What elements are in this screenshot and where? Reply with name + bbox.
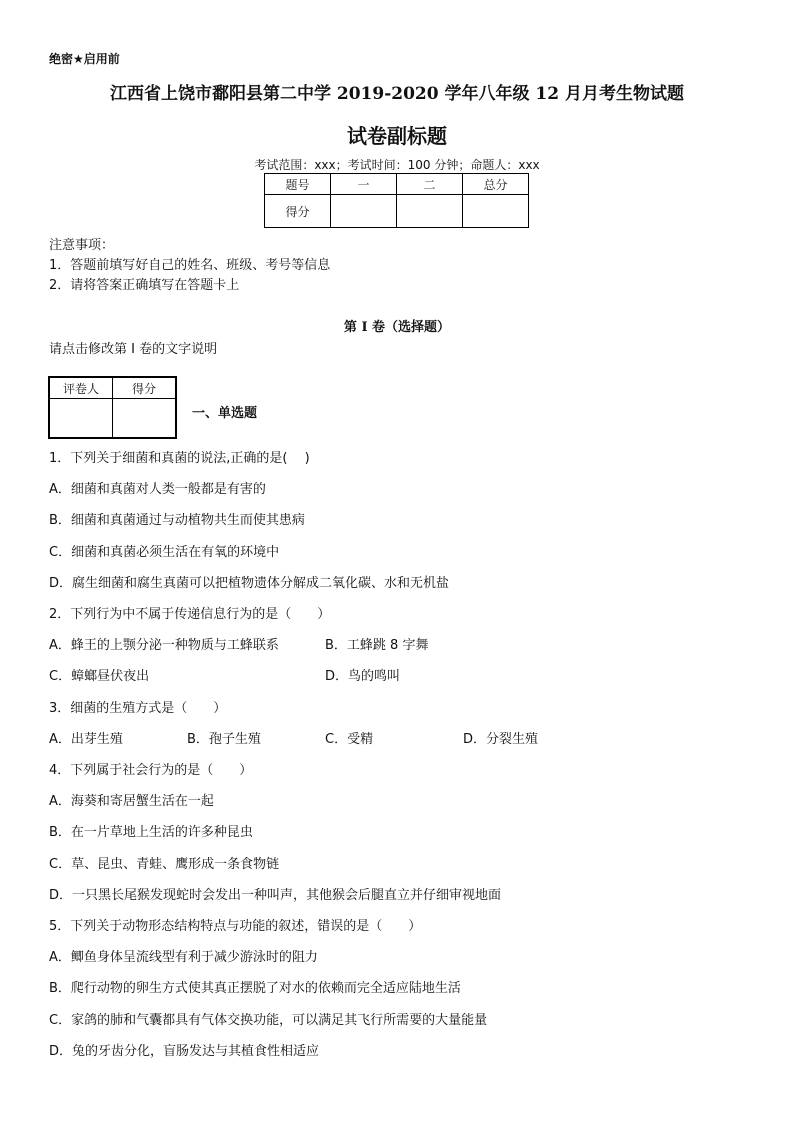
notice-title: 注意事项： bbox=[49, 238, 115, 253]
question-option: A．海葵和寄居蟹生活在一起 bbox=[49, 794, 214, 809]
question-option: C．家鸽的肺和气囊都具有气体交换功能，可以满足其飞行所需要的大量能量 bbox=[49, 1013, 488, 1028]
score-header-cell: 题号 bbox=[265, 174, 331, 195]
question-option: B．孢子生殖 bbox=[187, 732, 261, 747]
notice-item: 1．答题前填写好自己的姓名、班级、考号等信息 bbox=[49, 258, 331, 273]
question-stem: 1．下列关于细菌和真菌的说法,正确的是( ) bbox=[49, 451, 310, 466]
question-option: A．出芽生殖 bbox=[49, 732, 123, 747]
reviewer-cell bbox=[49, 399, 113, 439]
score-header-cell: 二 bbox=[397, 174, 463, 195]
question-option: C．蟑螂昼伏夜出 bbox=[49, 669, 150, 684]
part-title: 第 I 卷（选择题） bbox=[343, 320, 451, 335]
score-cell bbox=[331, 195, 397, 228]
question-stem: 4．下列属于社会行为的是（ ） bbox=[49, 763, 253, 778]
question-stem: 2．下列行为中不属于传递信息行为的是（ ） bbox=[49, 607, 331, 622]
score-cell bbox=[397, 195, 463, 228]
score-cell bbox=[463, 195, 529, 228]
question-option: D．分裂生殖 bbox=[463, 732, 539, 747]
reviewer-table bbox=[48, 376, 177, 439]
score-table bbox=[264, 173, 529, 228]
question-option: D．兔的牙齿分化，盲肠发达与其植食性相适应 bbox=[49, 1044, 320, 1059]
score-header-cell: 总分 bbox=[463, 174, 529, 195]
exam-subtitle: 试卷副标题 bbox=[347, 124, 447, 148]
question-option: B．工蜂跳 8 字舞 bbox=[325, 638, 429, 653]
notice-item: 2．请将答案正确填写在答题卡上 bbox=[49, 278, 240, 293]
part-description: 请点击修改第 I 卷的文字说明 bbox=[49, 342, 218, 357]
question-option: D．一只黑长尾猴发现蛇时会发出一种叫声，其他猴会后腿直立并仔细审视地面 bbox=[49, 888, 502, 903]
question-option: B．细菌和真菌通过与动植物共生而使其患病 bbox=[49, 513, 305, 528]
section-title: 一、单选题 bbox=[192, 406, 258, 421]
question-stem: 3．细菌的生殖方式是（ ） bbox=[49, 701, 227, 716]
question-option: C．受精 bbox=[325, 732, 374, 747]
secret-mark: 绝密★启用前 bbox=[49, 52, 120, 66]
question-option: D．鸟的鸣叫 bbox=[325, 669, 401, 684]
reviewer-header-cell: 评卷人 bbox=[49, 377, 113, 399]
question-stem: 5．下列关于动物形态结构特点与功能的叙述，错误的是（ ） bbox=[49, 919, 422, 934]
exam-info: 考试范围：xxx；考试时间：100 分钟；命题人：xxx bbox=[254, 158, 540, 172]
question-option: A．蜂王的上颚分泌一种物质与工蜂联系 bbox=[49, 638, 279, 653]
question-option: B．爬行动物的卵生方式使其真正摆脱了对水的依赖而完全适应陆地生活 bbox=[49, 981, 461, 996]
question-option: B．在一片草地上生活的许多种昆虫 bbox=[49, 825, 253, 840]
question-option: D．腐生细菌和腐生真菌可以把植物遗体分解成二氧化碳、水和无机盐 bbox=[49, 576, 450, 591]
score-row-label: 得分 bbox=[265, 195, 331, 228]
score-header-cell: 一 bbox=[331, 174, 397, 195]
reviewer-cell bbox=[113, 399, 177, 439]
reviewer-header-cell: 得分 bbox=[113, 377, 177, 399]
question-option: A．细菌和真菌对人类一般都是有害的 bbox=[49, 482, 266, 497]
question-option: A．鲫鱼身体呈流线型有利于减少游泳时的阻力 bbox=[49, 950, 318, 965]
exam-title: 江西省上饶市鄱阳县第二中学 2019-2020 学年八年级 12 月月考生物试题 bbox=[109, 84, 684, 104]
question-option: C．草、昆虫、青蛙、鹰形成一条食物链 bbox=[49, 857, 280, 872]
question-option: C．细菌和真菌必须生活在有氧的环境中 bbox=[49, 545, 280, 560]
